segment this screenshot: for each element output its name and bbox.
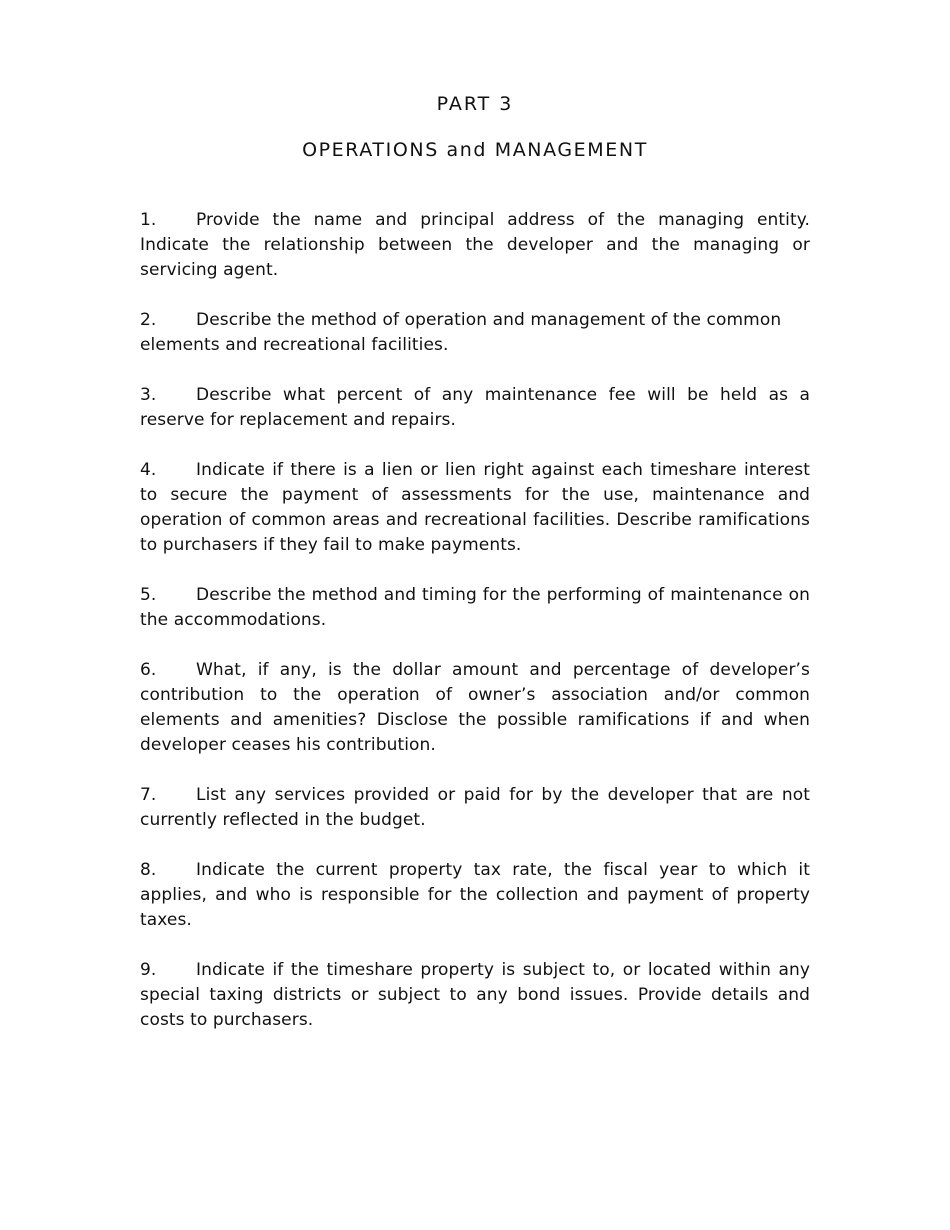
item-number: 1. — [140, 210, 157, 230]
list-item — [140, 308, 810, 358]
item-text: Indicate the current property tax rate, the fiscal year to which it applies, and who is responsible for the collection and payment of property taxes. — [140, 860, 810, 930]
list-item — [140, 858, 810, 933]
item-number: 2. — [140, 310, 157, 330]
item-text: Indicate if there is a lien or lien right against each timeshare interest to secure the payment of assessments for the use, maintenance and operation of common areas and recreational facilities. Describe ramifications to purchasers if they fail to make payments. — [140, 460, 810, 555]
part-title: PART 3 — [436, 93, 514, 115]
item-text: Provide the name and principal address of the managing entity. Indicate the relationship between the developer and the managing or servicing agent. — [140, 210, 810, 280]
item-text: Indicate if the timeshare property is subject to, or located within any special taxing districts or subject to any bond issues. Provide details and costs to purchasers. — [140, 960, 810, 1030]
section-title: OPERATIONS and MANAGEMENT — [302, 139, 648, 161]
list-item — [140, 208, 810, 283]
item-text: List any services provided or paid for by the developer that are not currently reflected in the budget. — [140, 785, 810, 830]
list-item — [140, 958, 810, 1033]
item-number: 9. — [140, 960, 157, 980]
item-number: 6. — [140, 660, 157, 680]
item-text: What, if any, is the dollar amount and percentage of developer’s contribution to the operation of owner’s association and/or common elements and amenities? Disclose the possible ramifications if and when developer ceases his contribution. — [140, 660, 810, 755]
item-number: 4. — [140, 460, 157, 480]
item-text: Describe what percent of any maintenance fee will be held as a reserve for replacement and repairs. — [140, 385, 810, 430]
list-item — [140, 458, 810, 558]
list-item — [140, 383, 810, 433]
list-item — [140, 658, 810, 758]
item-number: 8. — [140, 860, 157, 880]
list-item — [140, 783, 810, 833]
item-number: 3. — [140, 385, 157, 405]
question-list — [140, 208, 810, 1058]
item-text: Describe the method of operation and management of the common elements and recreational facilities. — [140, 310, 782, 355]
item-number: 7. — [140, 785, 157, 805]
list-item — [140, 583, 810, 633]
item-number: 5. — [140, 585, 157, 605]
item-text: Describe the method and timing for the performing of maintenance on the accommodations. — [140, 585, 810, 630]
